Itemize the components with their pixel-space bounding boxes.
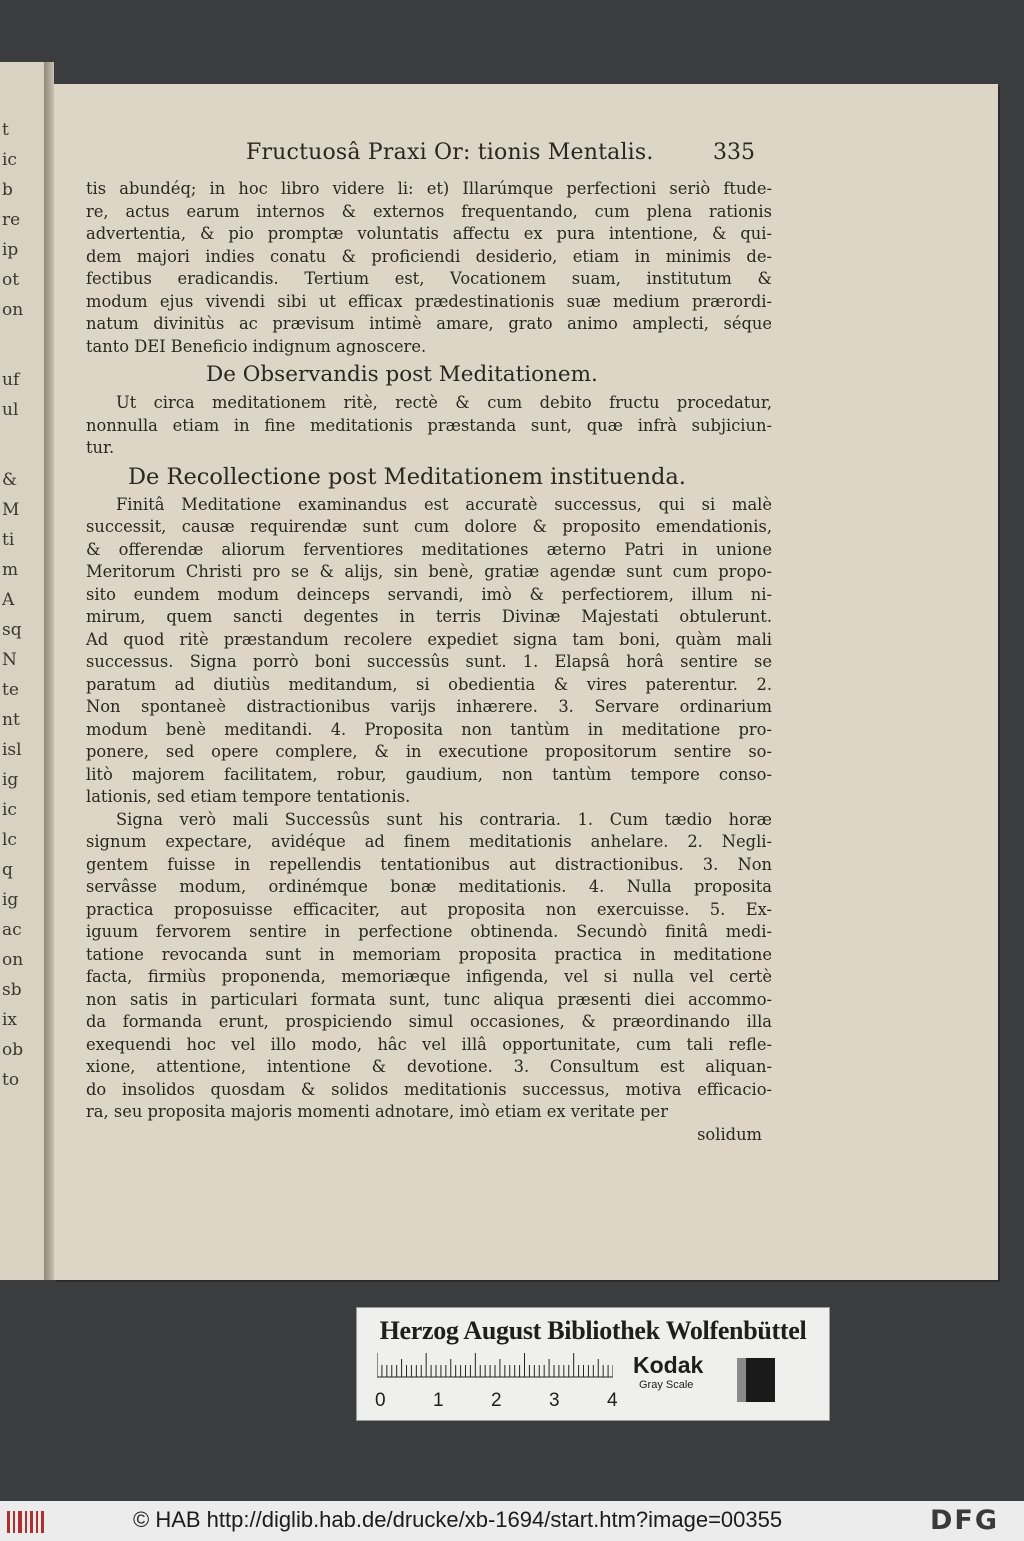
prev-page-fragment: t [2,120,9,140]
text-line: dem majori indies conatu & proficiendi desiderio, etiam in minimis de- [86,246,772,266]
ruler-number: 3 [549,1390,560,1411]
text-line: sito eundem modum deinceps servandi, imò & perfectiorem, illum ni- [86,584,772,604]
paragraph-2 [86,392,772,460]
text-line: servâsse modum, ordinémque bonæ meditationis. 4. Nulla proposita [86,877,772,896]
text-line: paratum ad diutiùs meditandum, si obedientia & vires paterentur. 2. [86,674,772,694]
gray-scale-label: Gray Scale [639,1379,694,1391]
prev-page-fragment: sb [2,980,22,1000]
text-line: tatione revocanda sunt in memoriam proposita practica in meditatione [86,944,772,964]
paragraph-3 [86,494,772,809]
text-line: re, actus earum internos & externos frequentando, cum plena rationis [86,201,772,221]
gray-scale-patch [737,1358,775,1402]
prev-page-fragment: re [2,210,21,230]
text-line: xione, attentione, intentione & devotione. 3. Consultum est aliquan- [86,1057,772,1076]
prev-page-fragment: ix [2,1010,18,1030]
ruler-number: 1 [433,1390,444,1411]
prev-page-fragment: ul [2,400,19,420]
prev-page-fragment: ig [2,770,19,790]
text-line: modum benè meditandi. 4. Proposita non tantùm in meditatione pro- [86,719,772,739]
library-label-card [356,1307,830,1421]
text-line: Finitâ Meditatione examinandus est accuratè successus, qui si malè [116,494,772,514]
prev-page-fragment: lc [2,830,17,850]
library-name: Herzog August Bibliothek Wolfenbüttel [379,1316,807,1345]
text-line: successus. Signa porrò boni successûs sunt. 1. Elapsâ horâ sentire se [86,652,772,671]
ruler-number: 4 [607,1390,618,1411]
paragraph-1 [86,178,772,358]
section-heading-observandis: De Observandis post Meditationem. [206,362,598,387]
previous-page-edge [0,62,46,1280]
prev-page-fragment: A [2,590,15,610]
catchword: solidum [697,1124,762,1144]
page-body [86,178,772,1146]
text-line: gentem fuisse in repellendis tentationibus aut distractionibus. 3. Non [86,854,772,874]
kodak-brand: Kodak [633,1352,704,1378]
hab-barcode-logo-icon [6,1511,46,1533]
ruler-number: 0 [375,1390,386,1411]
prev-page-fragment: to [2,1070,20,1090]
text-line: Ad quod ritè præstandum recolere expediet signa tam boni, quàm mali [86,629,772,649]
prev-page-fragment: uf [2,370,20,390]
text-line: non satis in particulari formata sunt, tunc aliqua præsenti diei accommo- [86,989,772,1009]
text-line: Signa verò mali Successûs sunt his contraria. 1. Cum tædio horæ [116,809,772,829]
text-line: iguum fervorem sentire in perfectione obtinenda. Secundò finitâ medi- [86,922,772,941]
dfg-logo: DFG [930,1505,1000,1536]
section-heading-recollectione: De Recollectione post Meditationem instituenda. [128,463,686,490]
prev-page-fragment: on [2,300,24,320]
prev-page-fragment: ip [2,240,19,260]
text-line: tanto DEI Beneficio indignum agnoscere. [86,336,427,356]
text-line: mirum, quem sancti degentes in terris Divinæ Majestati obtulerunt. [86,607,772,626]
text-line: da formanda erunt, prospiciendo simul occasiones, & præordinando illa [86,1012,772,1031]
text-line: fectibus eradicandis. Tertium est, Vocationem suam, institutum & [86,269,772,288]
prev-page-fragment: isl [2,740,22,760]
prev-page-fragment: ic [2,800,17,820]
prev-page-fragment: ot [2,270,20,290]
text-line: exequendi hoc vel illo modo, hâc vel illâ opportunitate, cum tali refle- [86,1034,772,1054]
prev-page-fragment: b [2,180,13,200]
prev-page-fragment: sq [2,620,22,640]
text-line: signum expectare, avidéque ad finem meditationis anhelare. 2. Negli- [86,832,772,851]
prev-page-fragment: te [2,680,19,700]
text-line: advertentia, & pio promptæ voluntatis affectu ex pura intentione, & qui- [86,224,772,243]
running-head-title: Fructuosâ Praxi Or: tionis Mentalis. [246,140,654,165]
prev-page-fragment: M [2,500,20,520]
prev-page-fragment: ob [2,1040,24,1060]
prev-page-fragment: ac [2,920,22,940]
prev-page-fragment: q [2,860,13,880]
prev-page-fragment: m [2,560,19,580]
text-line: ponere, sed opere complere, & in executione propositorum sentire so- [86,742,772,761]
source-url-link[interactable]: © HAB http://diglib.hab.de/drucke/xb-1694/start.htm?image=00355 [133,1507,783,1532]
text-line: do insolidos quosdam & solidos meditationis successus, motiva efficacio- [86,1079,772,1099]
scale-ruler [377,1352,613,1378]
page-number: 335 [713,140,755,165]
text-line: natum divinitùs ac prævisum intimè amare, grato animo amplecti, séque [86,314,772,333]
text-line: ra, seu proposita majoris momenti adnotare, imò etiam ex veritate per [86,1102,668,1121]
text-line: Ut circa meditationem ritè, rectè & cum debito fructu procedatur, [116,393,772,412]
book-page [54,84,998,1280]
prev-page-fragment: ti [2,530,15,550]
ruler-number: 2 [491,1390,502,1411]
prev-page-fragment: nt [2,710,20,730]
text-line: facta, firmiùs proponenda, memoriæque infigenda, vel si nulla vel certè [86,967,772,986]
prev-page-fragment: N [2,650,17,670]
text-line: practica proposuisse efficaciter, aut proposita non exercuisse. 5. Ex- [86,899,772,919]
text-line: lationis, sed etiam tempore tentationis. [86,787,411,806]
text-line: Meritorum Christi pro se & alijs, sin benè, gratiæ agendæ sunt cum propo- [86,562,772,581]
prev-page-fragment: & [2,470,18,490]
scale-numbers [375,1390,625,1412]
text-line: nonnulla etiam in fine meditationis præstanda sunt, quæ infrà subjiciun- [86,415,772,435]
prev-page-fragment: on [2,950,24,970]
text-line: Non spontaneè distractionibus varijs inhærere. 3. Servare ordinarium [86,697,772,716]
text-line: modum ejus vivendi sibi ut efficax prædestinationis suæ medium prærordi- [86,291,772,311]
viewer-footer [0,1501,1024,1541]
text-line: litò majorem facilitatem, robur, gaudium, non tantùm tempore conso- [86,764,772,784]
prev-page-fragment: ic [2,150,17,170]
book-gutter [44,62,54,1280]
text-line: & offerendæ aliorum ferventiores meditationes æterno Patri in unione [86,539,772,559]
text-line: successit, causæ requirendæ sunt cum dolore & proposito emendationis, [86,517,772,536]
prev-page-fragment: ig [2,890,19,910]
paragraph-4 [86,809,772,1124]
text-line: tur. [86,438,115,457]
text-line: tis abundéq; in hoc libro videre li: et) Illarúmque perfectioni seriò ftude- [86,179,772,198]
